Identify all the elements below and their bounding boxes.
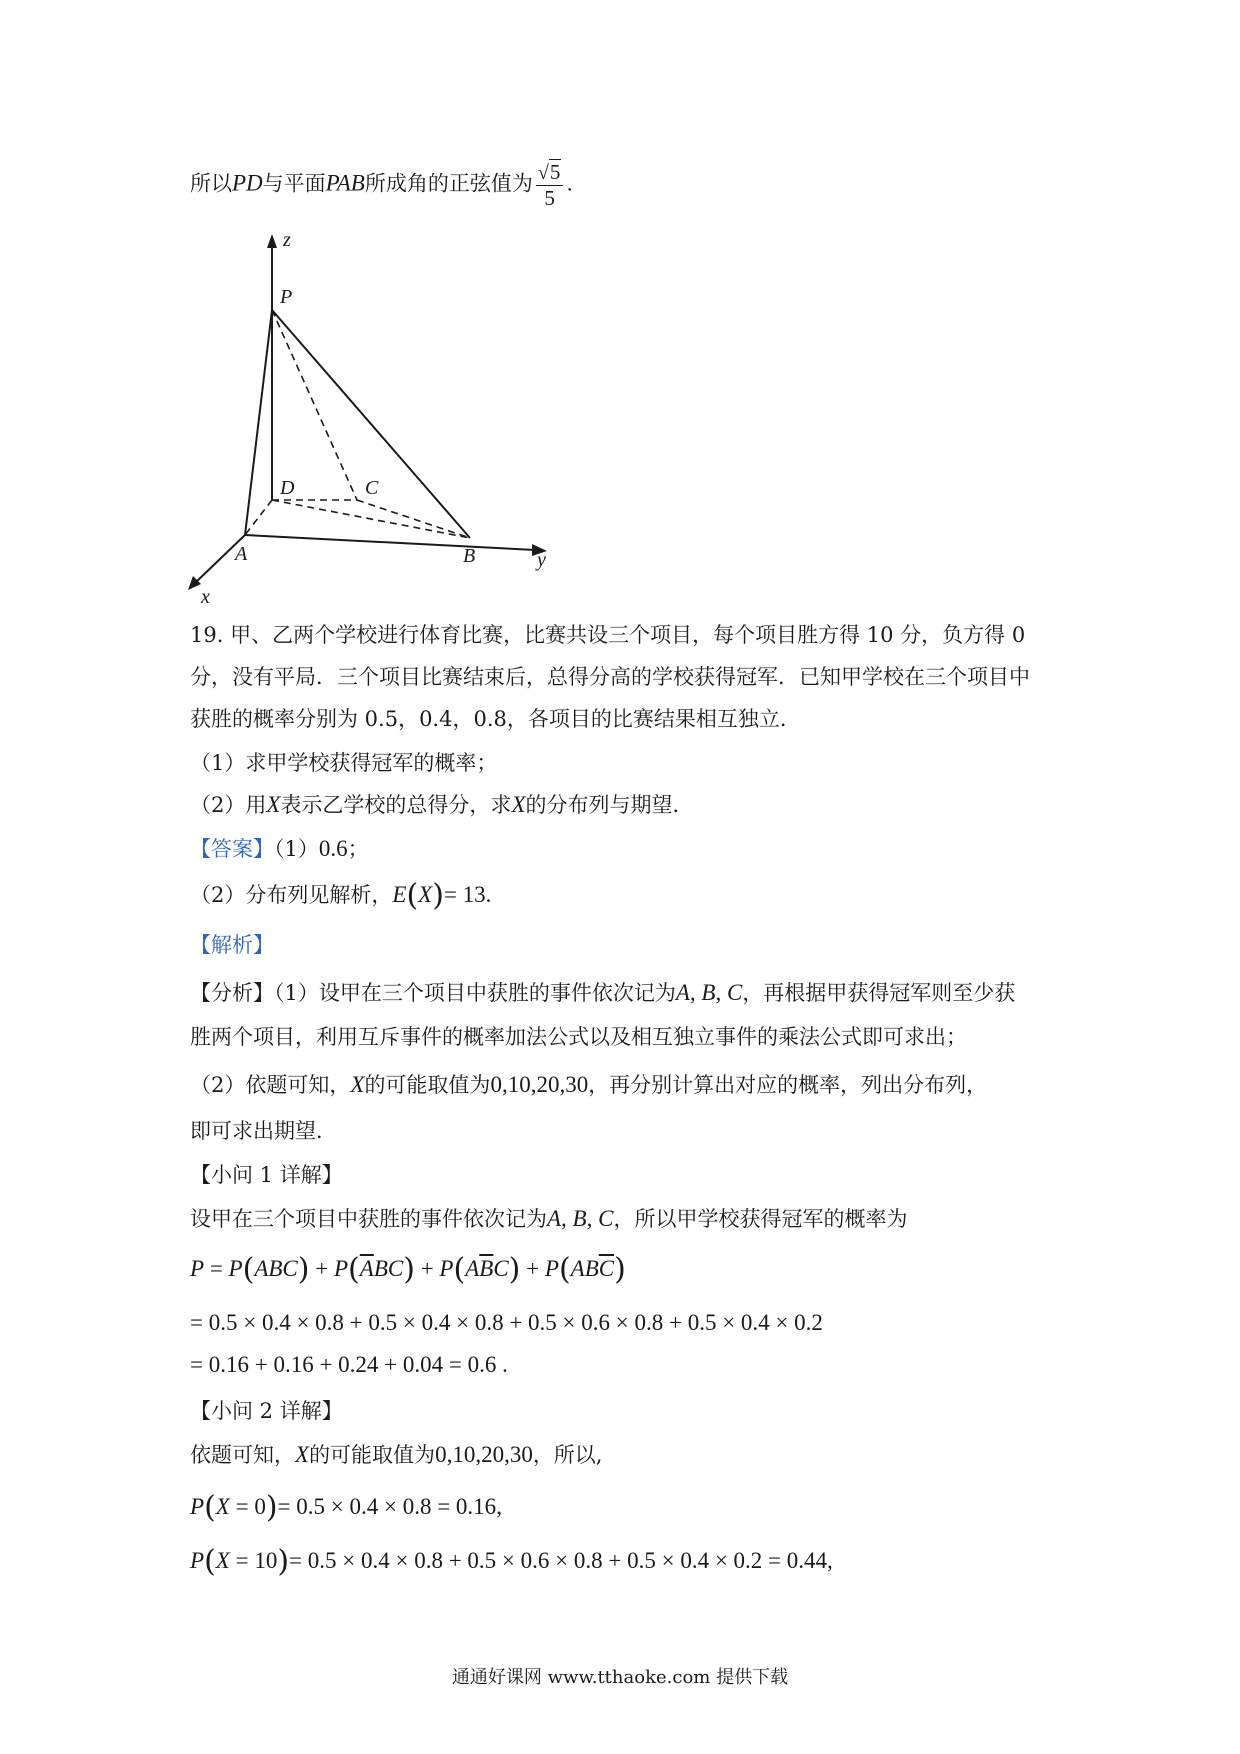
edge-PC xyxy=(272,310,357,500)
edge-DB xyxy=(272,500,470,538)
detail-1-equation-1: = 0.5 × 0.4 × 0.8 + 0.5 × 0.4 × 0.8 + 0.5 × 0.6 × 0.8 + 0.5 × 0.4 × 0.2 xyxy=(190,1310,823,1335)
detail-1-equation-2: = 0.16 + 0.16 + 0.24 + 0.04 = 0.6 . xyxy=(190,1352,508,1377)
label-B: B xyxy=(463,545,476,567)
problem-question-2: （2）用X表示乙学校的总得分，求X的分布列与期望． xyxy=(190,792,694,817)
problem-line-1: 19. 甲、乙两个学校进行体育比赛，比赛共设三个项目，每个项目胜方得 10 分，负方得 0 xyxy=(190,623,1026,647)
label-z: z xyxy=(283,229,291,251)
analysis-line-3: （2）依题可知，X的可能取值为0,10,20,30，再分别计算出对应的概率，列出分布列， xyxy=(190,1072,988,1097)
analysis-line-1: 【分析】（1）设甲在三个项目中获胜的事件依次记为A, B, C，再根据甲获得冠军则至少获 xyxy=(190,980,1016,1005)
analysis-line-4: 即可求出期望． xyxy=(190,1119,337,1143)
label-A: A xyxy=(235,543,248,565)
footer-download-note: 通通好课网 www.tthaoke.com 提供下载 xyxy=(451,1667,789,1688)
sqrt5-over-5-fraction: $\frac{√5}{5}$ xyxy=(536,160,563,210)
problem-question-1: （1）求甲学校获得冠军的概率； xyxy=(190,751,498,775)
answer-tag: 【答案】 xyxy=(190,837,274,861)
detail-1-probability-formula: $P = P(ABC) + P(\overline{A}BC) + P(A\overline{B}C) + P(AB\overline{C})$ xyxy=(190,1252,626,1287)
detail-2-tag: 【小问 2 详解】 xyxy=(190,1399,343,1423)
sqrt-sign: √ xyxy=(537,162,549,184)
edge-PA xyxy=(245,310,272,535)
detail-1-line-1: 设甲在三个项目中获胜的事件依次记为A, B, C，所以甲学校获得冠军的概率为 xyxy=(190,1206,908,1231)
problem-line-2: 分，没有平局．三个项目比赛结束后，总得分高的学校获得冠军．已知甲学校在三个项目中 xyxy=(190,665,1030,689)
analysis-tag: 【解析】 xyxy=(190,933,274,957)
edge-PB xyxy=(272,310,470,538)
answer-line-1: 【答案】（1）0.6； xyxy=(190,836,369,861)
label-x: x xyxy=(201,586,210,608)
label-C: C xyxy=(365,477,379,499)
label-D: D xyxy=(280,477,295,499)
y-axis xyxy=(245,535,535,550)
label-P: P xyxy=(280,286,293,308)
pyramid-coordinate-figure xyxy=(185,228,565,618)
detail-2-p-x-10: P(X = 10)= 0.5 × 0.4 × 0.8 + 0.5 × 0.6 × 0.8 + 0.5 × 0.4 × 0.2 = 0.44, xyxy=(190,1544,833,1579)
problem-line-3: 获胜的概率分别为 0.5，0.4，0.8，各项目的比赛结果相互独立． xyxy=(190,707,801,731)
z-axis-arrow xyxy=(267,234,277,248)
label-y: y xyxy=(537,549,546,571)
detail-1-tag: 【小问 1 详解】 xyxy=(190,1163,343,1187)
detail-2-p-x-0: P(X = 0)= 0.5 × 0.4 × 0.8 = 0.16, xyxy=(190,1490,502,1525)
answer-line-2: （2）分布列见解析，E(X)= 13. xyxy=(190,878,492,913)
conclusion-line: 所以PD与平面PAB所成角的正弦值为 $\frac{√5}{5}$ . xyxy=(190,160,574,210)
analysis-line-2: 胜两个项目，利用互斥事件的概率加法公式以及相互独立事件的乘法公式即可求出； xyxy=(190,1025,967,1049)
detail-2-line-1: 依题可知，X的可能取值为0,10,20,30，所以, xyxy=(190,1442,603,1467)
